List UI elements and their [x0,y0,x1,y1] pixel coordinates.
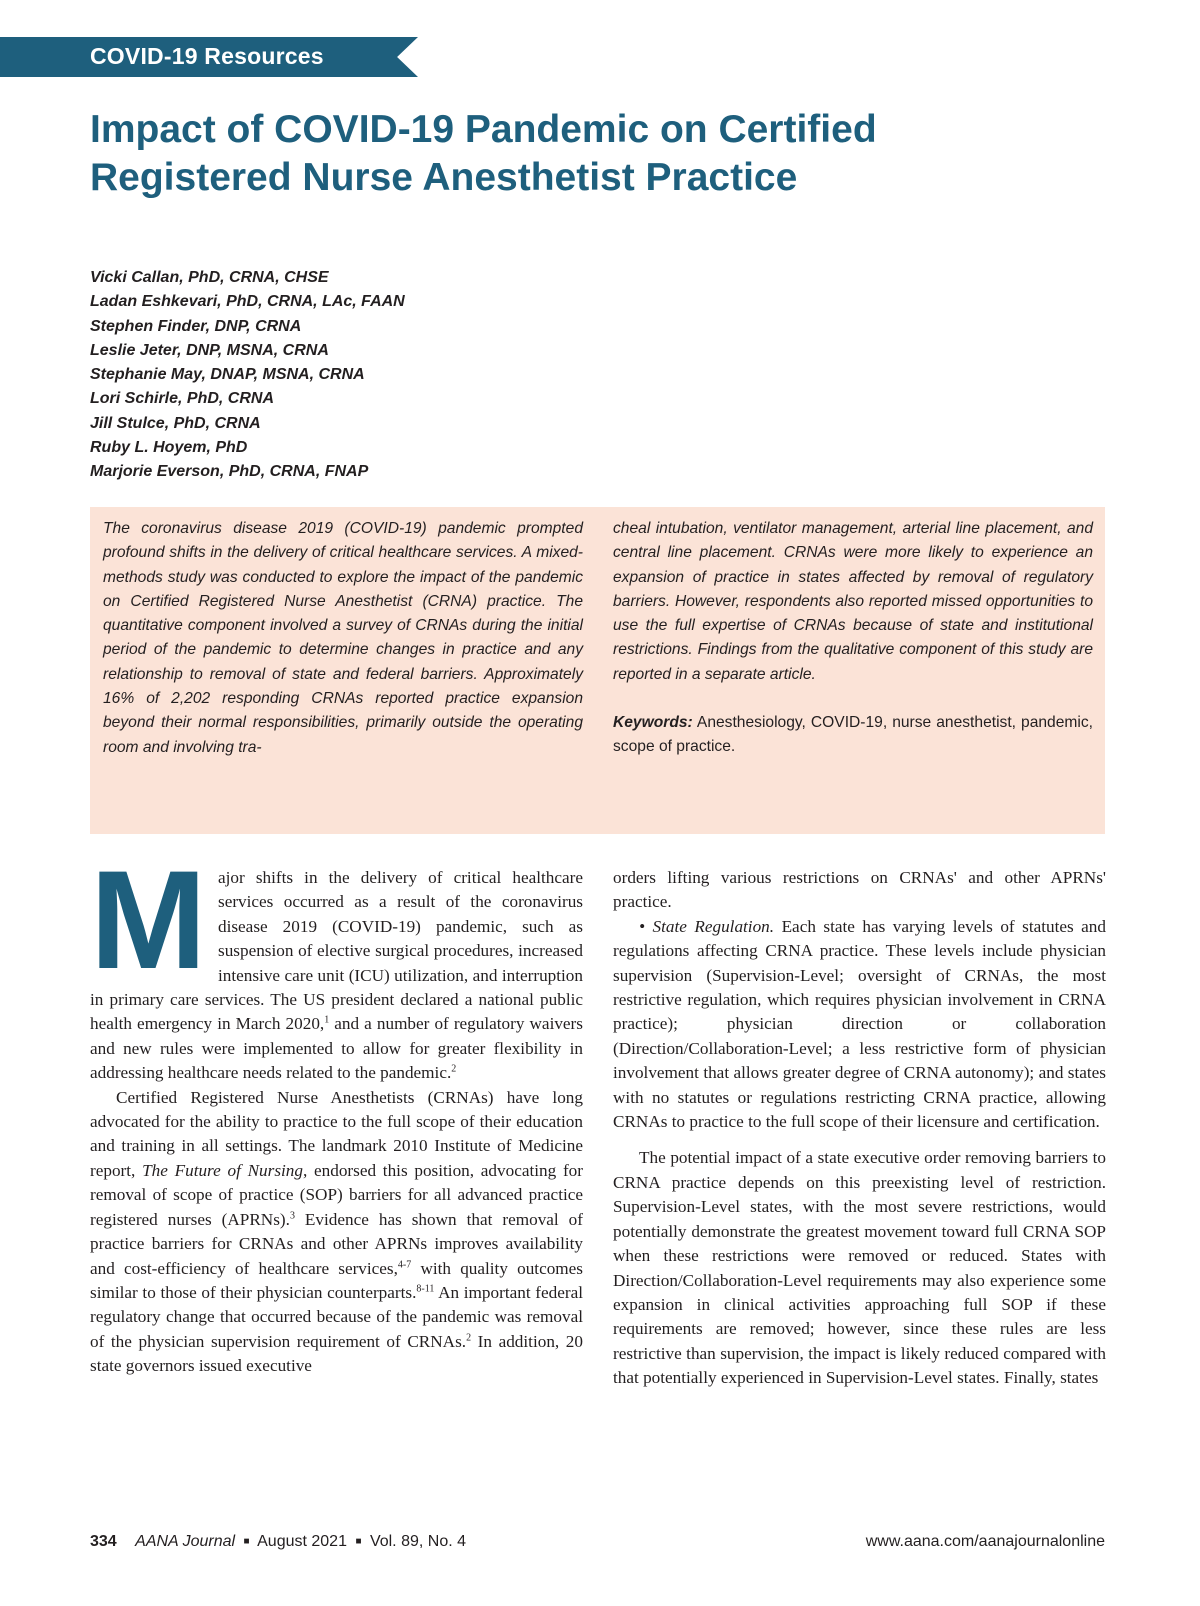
paragraph: orders lifting various restrictions on CRNAs' and other APRNs' practice. [613,868,1106,912]
page-number: 334 [90,1533,117,1550]
reference: 3 [289,1209,295,1221]
abstract-left-column [103,517,583,760]
paragraph-text: An important federal regulatory change that occurred because of the pandemic was removal of the physician supervision requirement of CRNAs. [90,1282,583,1351]
paragraph [90,866,583,1086]
abstract-text: The coronavirus disease 2019 (COVID-19) pandemic prompted profound shifts in the delivery of critical healthcare services. A mixed-methods study was conducted to explore the impact of the pandemic on Certified Registered Nurse Anesthetist (CRNA) practice. The quantitative component involved a survey of CRNAs during the initial period of the pandemic to determine changes in practice and any relationship to removal of state and federal barriers. Approximately 16% of 2,202 responding CRNAs reported practice expansion beyond their normal responsibilities, primarily outside the operating room and involving tra- [103,520,583,756]
drop-cap: M [90,868,207,972]
journal-name: AANA Journal [135,1533,236,1550]
footer-citation [90,1533,466,1551]
keywords-text: Anesthesiology, COVID-19, nurse anesthetist, pandemic, scope of practice. [613,714,1093,756]
issue-date: August 2021 [257,1533,347,1550]
page-footer [90,1533,1105,1555]
separator: ■ [355,1536,362,1548]
abstract-text-continued: cheal intubation, ventilator management, arterial line placement, and central line placement. CRNAs were more likely to experience an expansion of practice in states affected by removal of regulatory barriers. However, respondents also reported missed opportunities to use the full expertise of CRNAs because of state and institutional restrictions. Findings from the qualitative component of this study are reported in a separate article. [613,520,1093,683]
author: Lori Schirle, PhD, CRNA [90,390,275,408]
volume: Vol. 89, No. 4 [369,1533,466,1550]
journal-url[interactable]: www.aana.com/aanajournalonline [865,1533,1105,1550]
author: Ruby L. Hoyem, PhD [90,439,248,457]
paragraph-text: with quality outcomes similar to those of their physician counterparts. [90,1258,583,1302]
author: Leslie Jeter, DNP, MSNA, CRNA [90,341,329,359]
author: Marjorie Everson, PhD, CRNA, FNAP [90,463,369,481]
paragraph-text: and a number of regulatory waivers and new rules were implemented to allow for greater flexibility in addressing healthcare needs related to the pandemic. [90,1014,583,1083]
author: Jill Stulce, PhD, CRNA [90,414,261,432]
section-banner-label: COVID-19 Resources [90,43,324,69]
paragraph-text: In addition, 20 state governors issued executive [90,1331,583,1376]
author: Vicki Callan, PhD, CRNA, CHSE [90,269,329,286]
body-left-column [90,866,583,1379]
paragraph-text: Certified Registered Nurse Anesthetists (CRNAs) have long advocated for the ability to practice to the full scope of their education and training in all settings. The landmark 2010 Institute of Medicine report, [90,1087,583,1180]
title-line-1: Impact of COVID-19 Pandemic on Certified [90,108,877,151]
reference: 8-11 [416,1283,435,1295]
keywords-label: Keywords: [613,714,693,732]
paragraph: The potential impact of a state executive order removing barriers to CRNA practice depends on this preexisting level of restriction. Supervision-Level states, with the most severe restrictions, would potentially demonstrate the greatest movement toward full CRNA SOP when these restrictions were removed or reduced. States with Direction/Collaboration-Level requirements may also experience some expansion in clinical activities approaching full SOP if these requirements are removed; however, since these rules are less restrictive than supervision, the impact is likely reduced compared with that potentially experienced in Supervision-Level states. Finally, states [613,1148,1106,1388]
body-right-column [613,866,1106,1391]
keywords [613,711,1093,760]
paragraph-text: Evidence has shown that removal of practice barriers for CRNAs and other APRNs improves availability and cost-efficiency of healthcare services, [90,1209,583,1278]
paragraph-text: Each state has varying levels of statutes and regulations affecting CRNA practice. These levels include physician supervision (Supervision-Level; oversight of CRNAs, the most restrictive regulation, which requires physician involvement in CRNA practice); physician direction or collaboration (Direction/Collaboration-Level; a less restrictive form of physician involvement that allows greater degree of CRNA autonomy); and states with no statutes or regulations restricting CRNA practice, allowing CRNAs to practice to the full scope of their licensure and certification. [613,916,1106,1132]
author-list [90,266,690,485]
paragraph-text: , endorsed this position, advocating for removal of scope of practice (SOP) barriers for all advanced practice registered nurses (APRNs). [90,1160,583,1229]
author: Stephanie May, DNAP, MSNA, CRNA [90,366,365,384]
paragraph [90,1086,583,1379]
author: Ladan Eshkevari, PhD, CRNA, LAc, FAAN [90,293,405,311]
reference: 2 [466,1331,472,1343]
paragraph [613,915,1106,1135]
subhead: • State Regulation. [639,916,775,936]
reference: 2 [451,1063,457,1075]
cited-title: The Future of Nursing [142,1160,303,1180]
reference: 4-7 [397,1258,412,1270]
author: Stephen Finder, DNP, CRNA [90,317,302,335]
reference: 1 [324,1014,330,1026]
title-line-2: Registered Nurse Anesthetist Practice [90,156,798,199]
separator: ■ [243,1536,250,1548]
paragraph-text: ajor shifts in the delivery of critical healthcare services occurred as a result of the coronavirus disease 2019 (COVID-19) pandemic, such as suspension of elective surgical procedures, increased intensive care unit (ICU) utilization, and interruption in primary care services. The US president declared a national public health emergency in March 2020, [90,868,583,1034]
article-title [90,106,1090,202]
abstract-right-column [613,517,1093,760]
